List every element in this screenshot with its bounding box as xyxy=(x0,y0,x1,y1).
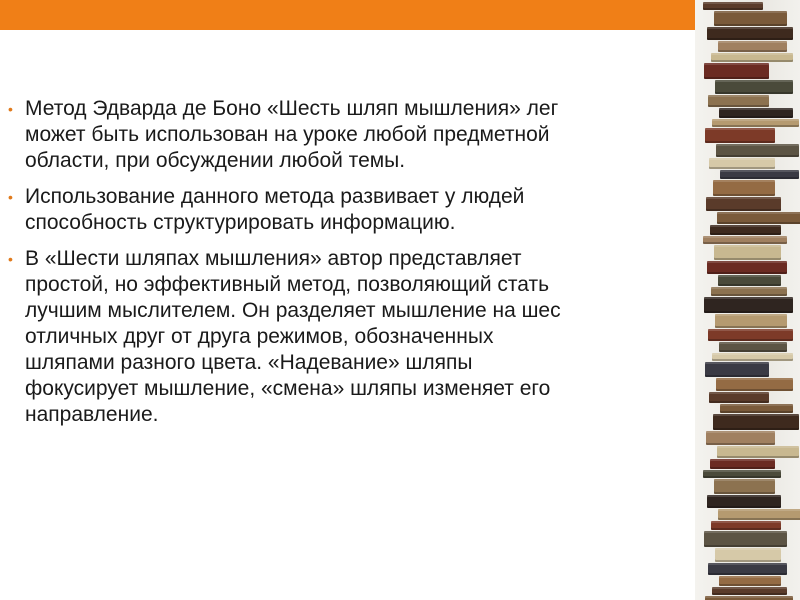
bullet-marker-icon: • xyxy=(8,251,13,267)
book-spine xyxy=(708,563,787,575)
book-spine xyxy=(706,197,781,211)
text-line: Метод Эдварда де Боно «Шесть шляп мышления» лег xyxy=(25,97,559,120)
text-line: лучшим мыслителем. Он разделяет мышление на шес xyxy=(25,299,561,322)
book-spine xyxy=(709,158,775,169)
book-spine xyxy=(716,378,793,391)
bullet-item xyxy=(8,246,698,428)
book-spine xyxy=(714,245,781,260)
book-spine xyxy=(715,314,787,328)
text-line: Использование данного метода развивает у людей xyxy=(25,185,525,208)
book-spine xyxy=(712,587,787,595)
book-spine xyxy=(705,362,769,377)
bullet-marker-icon: • xyxy=(8,189,13,205)
book-spine xyxy=(703,236,787,244)
book-spine xyxy=(709,392,769,403)
bullet-marker-icon: • xyxy=(8,101,13,117)
text-line: направление. xyxy=(25,403,159,426)
book-spine xyxy=(715,80,793,94)
book-spine xyxy=(720,404,793,413)
text-line: В «Шести шляпах мышления» автор представляет xyxy=(25,247,522,270)
book-spine xyxy=(710,459,775,469)
book-spine xyxy=(705,596,793,600)
book-spine xyxy=(711,287,787,296)
book-spine xyxy=(717,212,800,224)
book-spine xyxy=(719,108,793,118)
book-spine xyxy=(707,27,793,40)
book-spine xyxy=(703,470,781,478)
book-spine xyxy=(704,63,769,79)
book-spine xyxy=(714,479,775,494)
slide-body-text xyxy=(8,96,698,438)
book-spine xyxy=(718,41,787,52)
book-spine xyxy=(716,144,799,157)
bullet-item xyxy=(8,184,698,236)
book-spine xyxy=(708,329,793,341)
book-spine xyxy=(719,342,787,352)
book-spine xyxy=(712,119,799,127)
text-line: простой, но эффективный метод, позволяющий стать xyxy=(25,273,550,296)
book-spine xyxy=(703,2,763,10)
book-spine xyxy=(715,548,781,562)
book-spine xyxy=(710,225,781,235)
text-line: фокусирует мышление, «смена» шляпы изменяет его xyxy=(25,377,551,400)
book-spine xyxy=(711,521,781,530)
book-spine xyxy=(707,495,781,508)
book-spine xyxy=(704,297,793,313)
bullet-item xyxy=(8,96,698,174)
text-line: способность структурировать информацию. xyxy=(25,211,456,234)
book-spine xyxy=(720,170,799,179)
top-accent-bar xyxy=(0,0,800,30)
book-spine xyxy=(712,353,793,361)
text-line: отличных друг от друга режимов, обозначенных xyxy=(25,325,494,348)
book-spine xyxy=(704,531,787,547)
book-stack-image xyxy=(695,0,800,600)
book-spine xyxy=(717,446,799,458)
book-spine xyxy=(718,509,800,520)
book-spine xyxy=(707,261,787,274)
text-line: шляпами разного цвета. «Надевание» шляпы xyxy=(25,351,473,374)
book-spine xyxy=(708,95,769,107)
book-spine xyxy=(713,414,799,430)
text-line: области, при обсуждении любой темы. xyxy=(25,149,406,172)
book-spine xyxy=(706,431,775,445)
book-spine xyxy=(711,53,793,62)
book-spine xyxy=(714,11,787,26)
book-spine xyxy=(713,180,775,196)
book-spine xyxy=(705,128,775,143)
book-spine xyxy=(718,275,781,286)
book-spine xyxy=(719,576,781,586)
text-line: может быть использован на уроке любой предметной xyxy=(25,123,550,146)
